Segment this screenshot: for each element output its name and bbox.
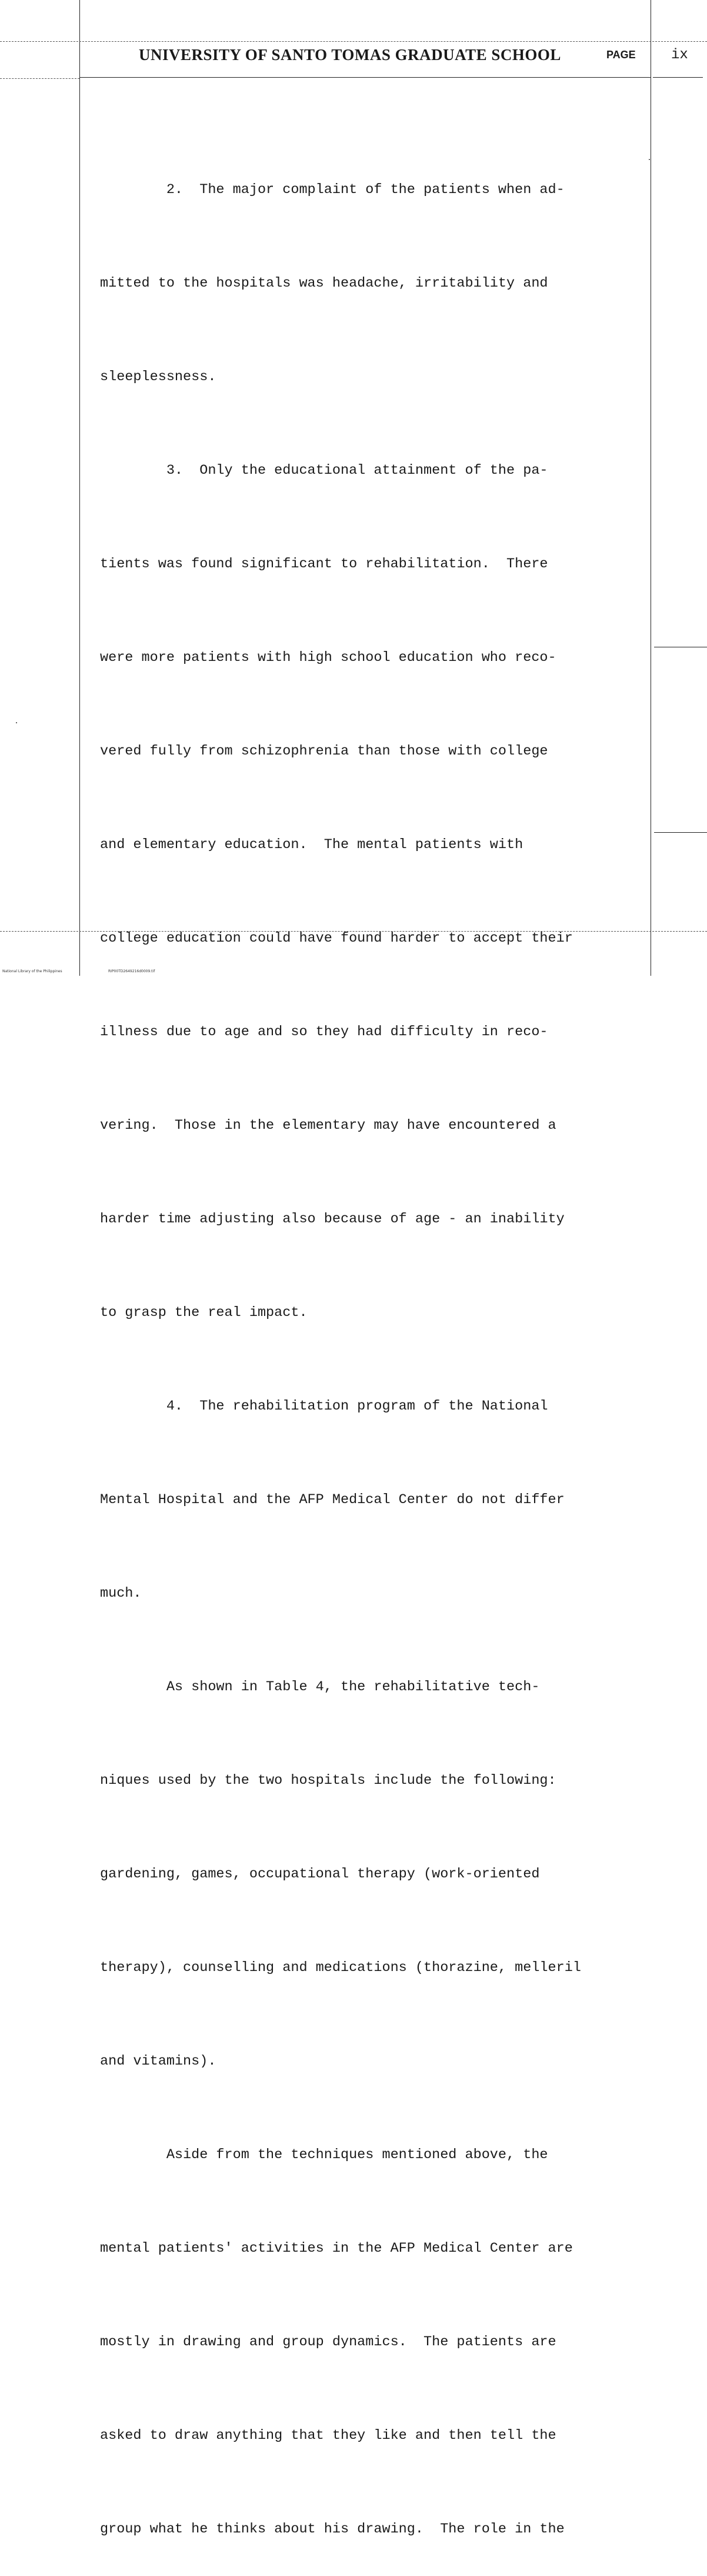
document-body bbox=[100, 112, 647, 2576]
text-line: to grasp the real impact. bbox=[100, 1305, 308, 1321]
footer-file-id: RIP00TD2649216d0009.tif bbox=[108, 969, 155, 973]
text-line: Aside from the techniques mentioned above, the bbox=[100, 2147, 548, 2163]
text-line: 2. The major complaint of the patients when ad- bbox=[100, 182, 565, 198]
text-line: mental patients' activities in the AFP Medical Center are bbox=[100, 2241, 573, 2256]
text-line: niques used by the two hospitals include the following: bbox=[100, 1773, 556, 1789]
text-line: mitted to the hospitals was headache, irritability and bbox=[100, 275, 548, 291]
text-line: tients was found significant to rehabilitation. There bbox=[100, 556, 548, 572]
text-line: 4. The rehabilitation program of the National bbox=[100, 1398, 548, 1414]
header-bottom-rule-right-stub bbox=[653, 77, 703, 78]
text-line: much. bbox=[100, 1586, 142, 1601]
text-line: college education could have found harder to accept their bbox=[100, 930, 573, 946]
text-line: and elementary education. The mental patients with bbox=[100, 837, 523, 853]
footer-library-credit: National Library of the Philippines bbox=[2, 969, 62, 973]
text-line: mostly in drawing and group dynamics. The patients are bbox=[100, 2334, 556, 2350]
scan-speck bbox=[16, 722, 17, 723]
text-line: harder time adjusting also because of age - an inability bbox=[100, 1211, 565, 1227]
text-line: 3. Only the educational attainment of the pa- bbox=[100, 463, 548, 478]
left-margin-rule bbox=[79, 0, 80, 976]
scan-speck bbox=[649, 159, 650, 160]
text-line: vered fully from schizophrenia than those with college bbox=[100, 743, 548, 759]
header-bottom-rule-left-stub bbox=[0, 78, 79, 79]
page-label: PAGE bbox=[606, 49, 636, 61]
text-line: gardening, games, occupational therapy (work-oriented bbox=[100, 1866, 540, 1882]
header-top-rule bbox=[0, 41, 707, 42]
page-number: ix bbox=[671, 47, 688, 63]
text-line: and vitamins). bbox=[100, 2053, 216, 2069]
text-line: group what he thinks about his drawing. The role in the bbox=[100, 2521, 565, 2537]
text-line: therapy), counselling and medications (thorazine, melleril bbox=[100, 1960, 581, 1976]
text-line: vering. Those in the elementary may have encountered a bbox=[100, 1118, 556, 1134]
header-bottom-rule bbox=[79, 77, 651, 78]
text-line: As shown in Table 4, the rehabilitative tech- bbox=[100, 1679, 540, 1695]
text-line: sleeplessness. bbox=[100, 369, 216, 385]
text-line: were more patients with high school education who reco- bbox=[100, 650, 556, 666]
text-line: illness due to age and so they had difficulty in reco- bbox=[100, 1024, 548, 1040]
text-line: asked to draw anything that they like and then tell the bbox=[100, 2428, 556, 2444]
text-line: Mental Hospital and the AFP Medical Center do not differ bbox=[100, 1492, 565, 1508]
right-side-mark-2 bbox=[654, 832, 707, 833]
page-header-title: UNIVERSITY OF SANTO TOMAS GRADUATE SCHOOL bbox=[139, 46, 561, 64]
